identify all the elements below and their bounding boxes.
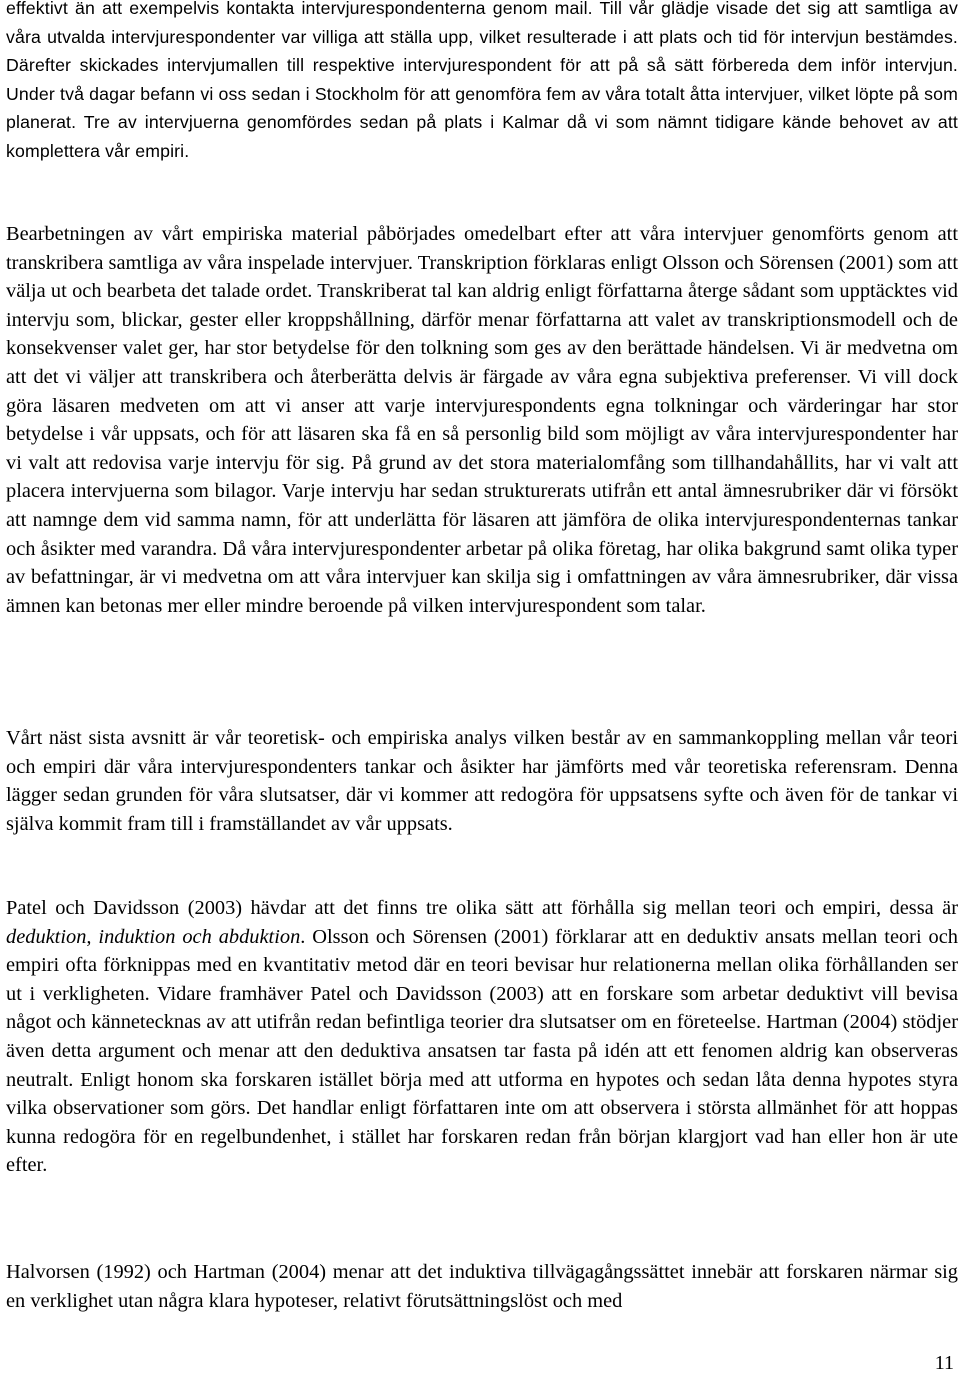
- paragraph-text: Bearbetningen av vårt empiriska material påbörjades omedelbart efter att våra intervjuer genomförts genom att transkribera samtliga av våra inspelade intervjuer. Transkription förklaras enligt Olsson och Sörensen (2001) som att välja ut och bearbeta det talade ordet. Transkriberat tal kan aldrig enligt författarna återge sådant som upptäcktes vid intervju som, blickar, gester eller kroppshållning, därför menar författarna att valet av transkriptionsmodell och de konsekvenser valet ger, har stor betydelse för den tolkning som ges av den berättade händelsen. Vi är medvetna om att det vi väljer att transkribera och återberätta delvis är färgade av våra egna subjektiva preferenser. Vi vill dock göra läsaren medveten om att vi anser att varje intervjurespondents egna tolkningar och värderingar har stor betydelse i vår uppsats, och för att läsaren ska få en så personlig bild som möjligt av våra intervjurespondenter har vi valt att redovisa varje intervju för sig. På grund av det stora materialomfång som tillhandahållits, har vi valt att placera intervjuerna som bilagor. Varje intervju har sedan strukturerats utifrån ett antal ämnesrubriker där vi försökt att namnge dem vid samma namn, för att underlätta för läsaren att jämföra de olika intervjurespondenternas tankar och åsikter med varandra. Då våra intervjurespondenter arbetar på olika företag, har olika bakgrund samt olika typer av befattningar, är vi medvetna om att våra intervjuer kan skilja sig i omfattningen av våra ämnesrubriker, där vissa ämnen kan betonas mer eller mindre beroende på vilken intervjurespondent som talar.: [6, 223, 958, 617]
- paragraph-text: Vårt näst sista avsnitt är vår teoretisk- och empiriska analys vilken består av en sammankoppling mellan vår teori och empiri där våra intervjurespondenters tankar och åsikter har jämförts med vår teoretiska referensram. Denna lägger sedan grunden för våra slutsatser, där vi kommer att redogöra för uppsatsens syfte och även för de tankar vi själva kommit fram till i framställandet av vår uppsats.: [6, 727, 958, 835]
- paragraph-text: Patel och Davidsson (2003) hävdar att det finns tre olika sätt att förhålla sig mellan teori och empiri, dessa är: [6, 897, 958, 919]
- paragraph-text: . Olsson och Sörensen (2001) förklarar att en deduktiv ansats mellan teori och empiri ofta förknippas med en kvantitativ metod där en teori bevisar hur relationerna mellan olika förhållanden ser ut i verkligheten. Vidare framhäver Patel och Davidsson (2003) att en forskare som arbetar deduktivt vill bevisa något och kännetecknas av att utifrån redan befintliga teorier dra slutsatser om en företeelse. Hartman (2004) stödjer även detta argument och menar att den deduktiva ansatsen tar fasta på idén att ett fenomen aldrig kan observeras neutralt. Enligt honom ska forskaren istället börja med att utforma en hypotes och sedan låta denna hypotes styra vilka observationer som görs. Det handlar enligt författaren inte om att observera i största allmänhet för att hoppas kunna redogöra för en regelbundenhet, i stället har forskaren redan från början klargjort vad han eller hon är ute efter.: [6, 925, 958, 1177]
- page-number: 11: [934, 1352, 954, 1374]
- paragraph-text-italic: deduktion, induktion och abduktion: [6, 925, 301, 948]
- paragraph-deductive-approach: [6, 894, 958, 1180]
- paragraph-inductive-approach: [6, 1258, 958, 1315]
- paragraph-text: effektivt än att exempelvis kontakta intervjurespondenterna genom mail. Till vår glädje visade det sig att samtliga av våra utvalda intervjurespondenter var villiga att ställa upp, vilket resulterade i att plats och tid för intervjun bestämdes. Därefter skickades intervjumallen till respektive intervjurespondent för att på så sätt förbereda dem inför intervjun. Under två dagar befann vi oss sedan i Stockholm för att genomföra fem av våra totalt åtta intervjuer, vilket löpte på som planerat. Tre av intervjuerna genomfördes sedan på plats i Kalmar då vi som nämnt tidigare kände behovet av att komplettera vår empiri.: [6, 0, 958, 161]
- paragraph-analysis-section: [6, 724, 958, 838]
- paragraph-interview-process: [6, 0, 958, 165]
- paragraph-transcription: [6, 220, 958, 620]
- paragraph-text: Halvorsen (1992) och Hartman (2004) menar att det induktiva tillvägagångssättet innebär att forskaren närmar sig en verklighet utan några klara hypoteser, relativt förutsättningslöst och med: [6, 1261, 958, 1312]
